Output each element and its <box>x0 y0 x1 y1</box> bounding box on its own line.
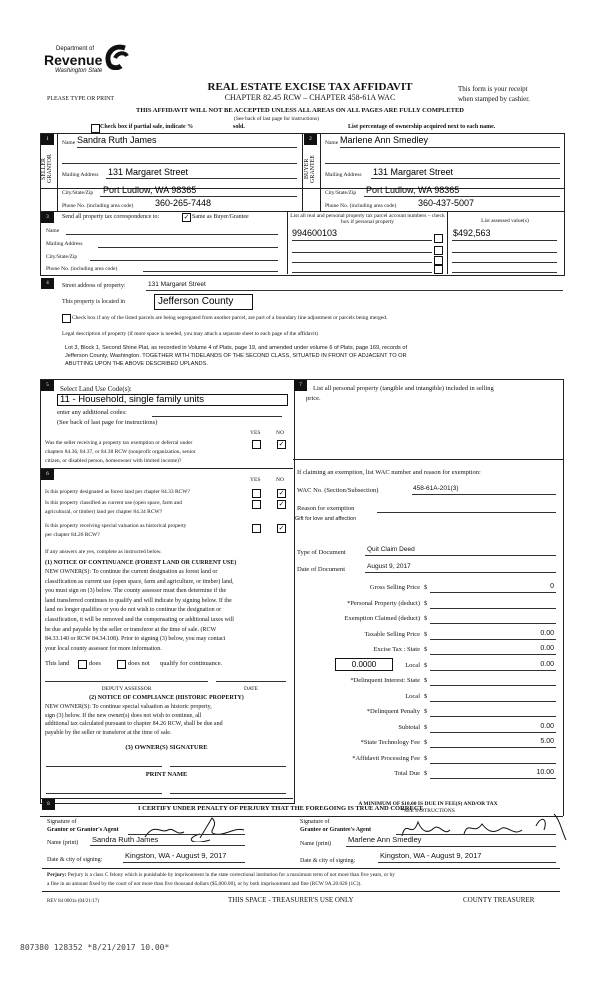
seller-phone-label: Phone No. (including area code) <box>62 203 134 209</box>
receipt-note-1: This form is your receipt <box>458 85 528 93</box>
seller-city-label: City/State/Zip <box>62 190 94 196</box>
owner-signature-line[interactable] <box>170 766 286 767</box>
land-use-see-back: (See back of last page for instructions) <box>57 419 158 426</box>
wac-field[interactable]: 458-61A-201(3) <box>413 485 459 492</box>
seller-phone-field[interactable]: 360-265-7448 <box>155 198 212 208</box>
currency-symbol: $ <box>424 646 428 653</box>
section-6-number: 6 <box>41 469 54 480</box>
seller-mailing-label: Mailing Address <box>62 172 99 178</box>
grantee-signature[interactable] <box>398 810 568 842</box>
buyer-grantee-label: BUYER GRANTEE <box>304 155 316 183</box>
please-type: PLEASE TYPE OR PRINT <box>47 96 115 102</box>
print-name-line[interactable] <box>170 793 286 794</box>
perjury-line-2: a fine in an amount fixed by the court of not more than five thousand dollars ($5,000.00), or by both imprisonment and fine (RCW 9A.20.020 (1C)). <box>47 881 362 887</box>
grantee-name-label: Name (print) <box>300 841 332 847</box>
tax-row-value[interactable]: 0.00 <box>540 660 554 668</box>
currency-symbol: $ <box>424 677 428 684</box>
buyer-city-label: City/State/Zip <box>325 190 357 196</box>
tax-row-value[interactable]: 0.00 <box>540 645 554 652</box>
certify-statement: I CERTIFY UNDER PENALTY OF PERJURY THAT THE FOREGOING IS TRUE AND CORRECT. <box>138 805 425 812</box>
wac-label: WAC No. (Section/Subsection) <box>297 487 379 494</box>
if-yes-note: If any answers are yes, complete as instructed below. <box>45 549 162 555</box>
tax-row-label: Taxable Selling Price <box>364 630 420 638</box>
corr-mailing-field[interactable] <box>98 247 278 248</box>
seller-grantor-label: SELLER GRANTOR <box>41 154 53 184</box>
notice-line: NEW OWNER(S): To continue the current designation as forest land or <box>45 569 218 575</box>
notice-line: you must sign on (3) below. The county assessor must then determine if the <box>45 588 227 595</box>
print-name-line[interactable] <box>46 793 162 794</box>
parcel-number-field[interactable]: 994600103 <box>292 228 338 238</box>
section-2-number: 2 <box>304 134 317 145</box>
does-not-label: does not <box>128 660 150 667</box>
minimum-due-note: A MINIMUM OF $10.00 IS DUE IN FEE(S) AND/OR TAX <box>358 801 498 807</box>
currency-symbol: $ <box>424 723 428 731</box>
personal-property-label-2: price. <box>306 395 321 402</box>
grantor-name-field[interactable]: Sandra Ruth James <box>92 835 159 844</box>
currency-symbol: $ <box>424 584 428 591</box>
send-correspondence-label: Send all property tax correspondence to: <box>62 214 160 220</box>
tax-row-label: *Delinquent Interest: State <box>350 677 420 684</box>
street-field[interactable]: 131 Margaret Street <box>148 281 206 288</box>
notice-continuance-title: (1) NOTICE OF CONTINUANCE (FOREST LAND OR CURRENT USE) <box>45 560 237 566</box>
section-4-number: 4 <box>41 278 54 289</box>
corr-phone-label: Phone No. (including area code) <box>46 266 118 272</box>
treasurer-use-label: THIS SPACE - TREASURER'S USE ONLY <box>228 896 354 904</box>
tax-row-label: *Personal Property (deduct) <box>347 599 420 607</box>
currency-symbol: $ <box>424 615 428 622</box>
notice-line: classification as current use (open space, farm and agriculture, or timber) land, <box>45 578 234 585</box>
doc-type-label: Type of Document <box>297 549 346 556</box>
logo-state: Washington State <box>55 68 103 74</box>
see-instructions: *SEE INSTRUCTIONS <box>401 808 455 814</box>
does-label: does <box>89 660 101 667</box>
reason-label: Reason for exemption <box>297 505 355 512</box>
partial-sale-label: Check box if partial sale, indicate % <box>100 124 194 130</box>
currency-symbol: $ <box>424 739 428 746</box>
notice-line: classification, it will be removed and the compensating or additional taxes will <box>45 617 234 623</box>
corr-phone-field[interactable] <box>143 271 278 272</box>
historic-question: Is this property receiving special valuation as historical property <box>45 523 187 529</box>
form-title: REAL ESTATE EXCISE TAX AFFIDAVIT <box>207 81 413 93</box>
currency-symbol: $ <box>424 599 428 607</box>
yes-header: YES <box>250 477 261 483</box>
tax-row-label: *State Technology Fee <box>360 739 420 746</box>
yes-header: YES <box>250 430 261 436</box>
tax-row-label: *Delinquent Penalty <box>366 708 420 715</box>
tax-row-value[interactable]: 5.00 <box>540 738 554 745</box>
tax-row-value[interactable]: 0 <box>550 583 554 590</box>
personal-property-label: List all personal property (tangible and intangible) included in selling <box>313 385 494 392</box>
currency-symbol: $ <box>424 754 428 762</box>
grantee-date-field[interactable]: Kingston, WA - August 9, 2017 <box>380 851 482 860</box>
buyer-phone-label: Phone No. (including area code) <box>325 203 397 209</box>
county-field[interactable]: Jefferson County <box>154 294 253 310</box>
legal-label: Legal description of property (if more space is needed, you may attach a separate sheet to each page of the affidavit) <box>62 331 318 337</box>
land-use-code-field[interactable]: 11 - Household, single family units <box>57 394 288 406</box>
tax-row-value[interactable]: 0.00 <box>540 629 554 637</box>
parcel-header: List all real and personal property tax parcel account numbers – check box if personal property <box>290 213 445 226</box>
tax-row-label: Exemption Claimed (deduct) <box>344 615 420 622</box>
grantor-sig-label-2: Grantor or Grantor's Agent <box>47 827 119 833</box>
grantee-sig-label-2: Grantee or Grantee's Agent <box>300 827 372 833</box>
tax-row-label: *Affidavit Processing Fee <box>352 754 420 762</box>
owner-signature-label: (3) OWNER(S) SIGNATURE <box>125 744 208 751</box>
exempt-question-3: citizen, or disabled person, homeowner with limited income)? <box>45 458 182 464</box>
grantor-name-label: Name (print) <box>47 840 79 846</box>
grantor-date-field[interactable]: Kingston, WA - August 9, 2017 <box>125 851 227 860</box>
county-treasurer-label: COUNTY TREASURER <box>463 896 535 904</box>
section-8-number: 8 <box>42 799 55 810</box>
tax-row-label: Local <box>405 661 420 669</box>
buyer-mailing-field[interactable]: 131 Margaret Street <box>373 167 454 177</box>
seller-name-label: Name <box>62 140 76 146</box>
located-label: This property is located in <box>62 299 125 305</box>
exempt-question-2: chapters 84.36, 84.37, or 84.38 RCW (nonprofit organization, senior <box>45 449 196 455</box>
local-rate-field[interactable]: 0.0000 <box>335 658 393 671</box>
current-use-no-checkbox[interactable]: ✓ <box>278 500 285 508</box>
tax-row-label: Local <box>405 692 420 700</box>
print-name-label: PRINT NAME <box>145 771 188 778</box>
current-use-question: Is this property classified as current use (open space, farm and <box>45 500 182 506</box>
perjury-text: Perjury is a class C felony which is punishable by imprisonment in the state correctional institution for a maximum term of not more than five years, or by <box>67 872 395 878</box>
warning: THIS AFFIDAVIT WILL NOT BE ACCEPTED UNLESS ALL AREAS ON ALL PAGES ARE FULLY COMPLETED <box>136 107 464 114</box>
buyer-mailing-label: Mailing Address <box>325 172 362 178</box>
section-5-number: 5 <box>41 380 54 391</box>
currency-symbol: $ <box>424 661 428 669</box>
perjury-line-1 <box>47 873 395 879</box>
section-1-number: 1 <box>41 134 54 145</box>
section-3-number: 3 <box>41 212 54 223</box>
receipt-note-2: when stamped by cashier. <box>458 95 530 103</box>
notice-line: additional tax calculated pursuant to chapter 84.26 RCW, shall be due and <box>45 721 223 727</box>
grantee-name-field[interactable]: Marlene Ann Smedley <box>348 835 422 844</box>
exempt-no-checkbox[interactable]: ✓ <box>278 440 285 448</box>
does-checkbox[interactable] <box>78 660 87 669</box>
this-land-label: This land <box>45 660 70 667</box>
personal-property-checkbox[interactable] <box>434 234 443 243</box>
tax-row-label: Gross Selling Price <box>369 584 420 591</box>
seller-city-field[interactable]: Port Ludlow, WA 98365 <box>103 185 197 195</box>
logo-revenue: Revenue <box>44 52 103 68</box>
ownership-note: List percentage of ownership acquired next to each name. <box>348 124 496 130</box>
forest-question: Is this property designated as forest land per chapter 84.33 RCW? <box>45 489 190 495</box>
segregated-label: Check box if any of the listed parcels are being segregated from another parcel, are part of a boundary line adjustment or parcels being merged. <box>72 315 388 321</box>
notice-line: be due and payable by the seller or transferor at the time of sale. (RCW <box>45 626 217 633</box>
corr-name-field[interactable] <box>66 234 278 235</box>
notice-line: 84.33.140 or RCW 84.34.108). Prior to signing (3) below, you may contact <box>45 636 226 643</box>
corr-name-label: Name <box>46 228 60 234</box>
current-use-question-2: agricultural, or timber) land per chapter 84.34 RCW? <box>45 509 163 515</box>
notice-compliance-title: (2) NOTICE OF COMPLIANCE (HISTORIC PROPERTY) <box>89 695 244 701</box>
buyer-name-field[interactable]: Marlene Ann Smedley <box>340 135 429 145</box>
doc-type-field[interactable]: Quit Claim Deed <box>367 546 415 553</box>
form-revision: REV 84 0001a (04/21/17) <box>47 899 99 904</box>
historic-question-2: per chapter 84.26 RCW? <box>45 532 100 538</box>
currency-symbol: $ <box>424 692 428 700</box>
additional-codes-label: enter any additional codes: <box>57 409 127 416</box>
notice-line: payable by the seller or transferor at the time of sale. <box>45 729 172 736</box>
no-header: NO <box>276 430 284 436</box>
no-header: NO <box>276 477 284 483</box>
legal-line: Lot 3, Block 1, Second Shine Plat, as recorded in Volume 4 of Plats, page 19, and amended under volume 6 of Plats, page 169, records of <box>65 345 408 351</box>
current-use-yes-checkbox[interactable] <box>252 500 261 509</box>
dor-emblem-icon <box>103 44 131 70</box>
tax-row-label: Subtotal <box>398 723 420 731</box>
corr-city-field[interactable] <box>90 260 278 261</box>
historic-yes-checkbox[interactable] <box>252 524 261 533</box>
tax-row-label: Total Due <box>394 770 420 777</box>
currency-symbol: $ <box>424 708 428 715</box>
notice-line: your local county assessor for more information. <box>45 645 162 652</box>
tax-row-value[interactable]: 0.00 <box>540 722 554 730</box>
tax-row-value[interactable]: 10.00 <box>536 769 554 776</box>
grantor-date-label: Date & city of signing: <box>47 857 103 863</box>
forest-yes-checkbox[interactable] <box>252 489 261 498</box>
grantee-date-label: Date & city of signing: <box>300 858 356 864</box>
forest-no-checkbox[interactable]: ✓ <box>278 489 285 497</box>
notice-line: land no longer qualifies or you do not wish to continue the designation or <box>45 607 222 614</box>
date-line[interactable] <box>216 681 286 682</box>
same-as-buyer-checkbox[interactable]: ✓ <box>183 213 190 221</box>
personal-property-checkbox[interactable] <box>434 246 443 255</box>
assessed-header: List assessed value(s) <box>481 218 529 224</box>
seller-name-field[interactable]: Sandra Ruth James <box>77 135 157 145</box>
date-label: DATE <box>243 686 259 692</box>
buyer-phone-field[interactable]: 360-437-5007 <box>418 198 475 208</box>
personal-property-checkbox[interactable] <box>434 256 443 265</box>
doc-date-field[interactable]: August 9, 2017 <box>367 563 411 570</box>
street-label: Street address of property: <box>62 283 126 289</box>
segregated-checkbox[interactable] <box>62 314 71 323</box>
buyer-city-field[interactable]: Port Ludlow, WA 98365 <box>366 185 460 195</box>
personal-property-checkbox[interactable] <box>434 265 443 274</box>
corr-city-label: City/State/Zip <box>46 254 78 260</box>
doc-date-label: Date of Document <box>297 566 346 573</box>
seller-mailing-field[interactable]: 131 Margaret Street <box>108 167 189 177</box>
perjury-label: Perjury: <box>47 872 67 878</box>
historic-no-checkbox[interactable]: ✓ <box>278 524 285 532</box>
legal-line: Jefferson County, Washington. TOGETHER WITH TIDELANDS OF THE SECOND CLASS, SITUATED IN FRONT OF ADJACENT TO OR <box>65 353 407 359</box>
additional-codes-field[interactable] <box>152 416 282 417</box>
exempt-yes-checkbox[interactable] <box>252 440 261 449</box>
assessed-value-field[interactable]: $492,563 <box>453 228 491 238</box>
notice-line: sign (3) below. If the new owner(s) does not wish to continue, all <box>45 712 202 719</box>
tax-row-label: Excise Tax : State <box>373 646 420 653</box>
grantee-sig-label: Signature of <box>300 819 330 825</box>
exemption-intro: If claiming an exemption, list WAC number and reason for exemption: <box>297 469 481 476</box>
owner-signature-line[interactable] <box>46 766 162 767</box>
buyer-name-label: Name <box>325 140 339 146</box>
exempt-question: Was the seller receiving a property tax exemption or deferral under <box>45 440 193 446</box>
notice-line: land transferred continues to qualify and will indicate by signing below. If the <box>45 597 232 604</box>
logo-dept: Department of <box>56 46 95 52</box>
currency-symbol: $ <box>424 630 428 638</box>
treasurer-stamp: 807380 128352 *8/21/2017 10.00* <box>20 943 170 952</box>
see-back: (See back of last page for instructions) <box>234 116 319 122</box>
section-7-number: 7 <box>294 380 307 391</box>
deputy-assessor-line[interactable] <box>45 681 208 682</box>
corr-mailing-label: Mailing Address <box>46 241 83 247</box>
legal-line: ABUTTING UPON THE ABOVE DESCRIBED UPLANDS. <box>65 361 208 367</box>
qualify-label: qualify for continuance. <box>160 660 223 667</box>
currency-symbol: $ <box>424 770 428 777</box>
grantor-sig-label: Signature of <box>47 819 77 825</box>
reason-field[interactable]: Gift for love and affection <box>295 516 357 522</box>
does-not-checkbox[interactable] <box>117 660 126 669</box>
partial-sale-checkbox[interactable] <box>91 124 100 133</box>
sold-label: sold. <box>233 124 245 130</box>
notice-line: NEW OWNER(S): To continue special valuation as historic property, <box>45 704 212 710</box>
chapter-line: CHAPTER 82.45 RCW – CHAPTER 458-61A WAC <box>224 93 396 102</box>
deputy-assessor-label: DEPUTY ASSESSOR <box>101 686 152 692</box>
same-as-buyer-label: Same as Buyer/Grantee <box>192 214 249 220</box>
land-use-label: Select Land Use Code(s): <box>60 385 132 393</box>
